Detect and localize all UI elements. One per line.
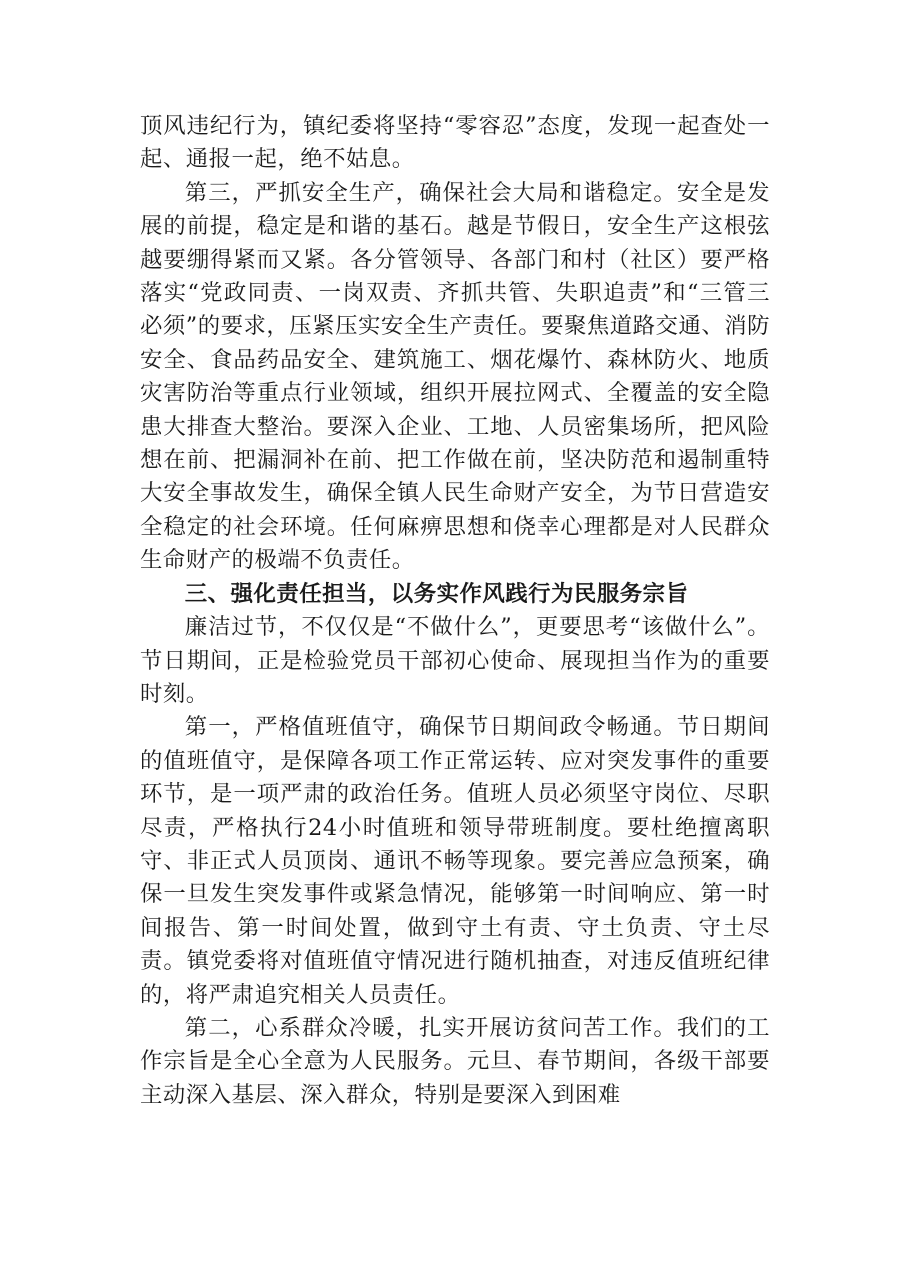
paragraph-safety-production: 第三，严抓安全生产，确保社会大局和谐稳定。安全是发展的前提，稳定是和谐的基石。越是节假日，安全生产这根弦越要绷得紧而又紧。各分管领导、各部门和村（社区）要严格落实“党政同责、一岗双责、齐抓共管、失职追责”和“三管三必须”的要求，压紧压实安全生产责任。要聚焦道路交通、消防安全、食品药品安全、建筑施工、烟花爆竹、森林防火、地质灾害防治等重点行业领域，组织开展拉网式、全覆盖的安全隐患大排查大整治。要深入企业、工地、人员密集场所，把风险想在前、把漏洞补在前、把工作做在前，坚决防范和遏制重特大安全事故发生，确保全镇人民生命财产安全，为节日营造安全稳定的社会环境。任何麻痹思想和侥幸心理都是对人民群众生命财产的极端不负责任。	[140, 179, 770, 574]
paragraph-intro: 廉洁过节，不仅仅是“不做什么”，更要思考“该做什么”。节日期间，正是检验党员干部初心使命、展现担当作为的重要时刻。	[140, 614, 770, 707]
paragraph-continuation: 顶风违纪行为，镇纪委将坚持“零容忍”态度，发现一起查处一起、通报一起，绝不姑息。	[140, 113, 770, 173]
document-page	[140, 110, 770, 1112]
section-heading: 三、强化责任担当，以务实作风践行为民服务宗旨	[184, 580, 689, 607]
paragraph-visit-poor: 第二，心系群众冷暖，扎实开展访贫问苦工作。我们的工作宗旨是全心全意为人民服务。元旦、春节期间，各级干部要主动深入基层、深入群众，特别是要深入到困难	[140, 1014, 770, 1108]
paragraph-duty: 第一，严格值班值守，确保节日期间政令畅通。节日期间的值班值守，是保障各项工作正常运转、应对突发事件的重要环节，是一项严肃的政治任务。值班人员必须坚守岗位、尽职尽责，严格执行24小时值班和领导带班制度。要杜绝擅离职守、非正式人员顶岗、通讯不畅等现象。要完善应急预案，确保一旦发生突发事件或紧急情况，能够第一时间响应、第一时间报告、第一时间处置，做到守土有责、守土负责、守土尽责。镇党委将对值班值守情况进行随机抽查，对违反值班纪律的，将严肃追究相关人员责任。	[140, 714, 770, 1008]
